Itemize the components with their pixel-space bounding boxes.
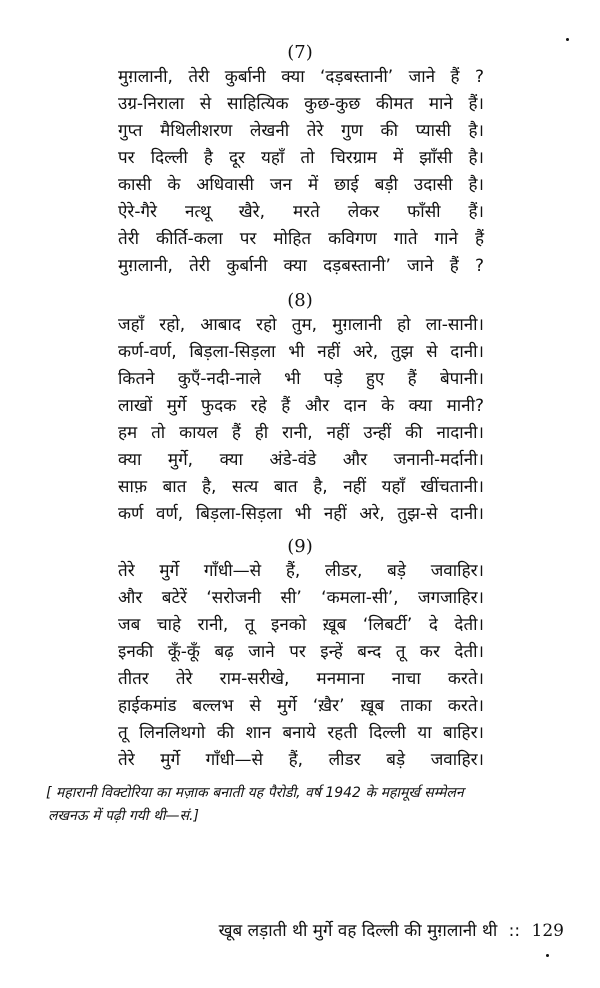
speck-mark — [566, 38, 569, 41]
stanza-number-7: (7) — [287, 42, 313, 63]
stanza-line: जब चाहे रानी, तू इनको ख़ूब ‘लिबर्टी’ दे देती। — [118, 615, 484, 635]
stanza-line: ऐरे-गैरे नत्थू खैरे, मरते लेकर फाँसी हैं। — [118, 202, 484, 222]
footer-separator: :: — [508, 921, 521, 941]
stanza-8 — [118, 312, 484, 528]
stanza-line: तू लिनलिथगो की शान बनाये रहती दिल्ली या बाहिर। — [118, 723, 484, 743]
stanza-line: तेरी कीर्ति-कला पर मोहित कविगण गाते गाने हैं — [118, 229, 484, 249]
running-title: खूब लड़ाती थी मुर्गे वह दिल्ली की मुग़लानी थी — [218, 921, 498, 941]
stanza-line: कर्ण वर्ण, बिड़ला-सिड़ला भी नहीं अरे, तुझ-से दानी। — [118, 504, 484, 524]
stanza-line: कर्ण-वर्ण, बिड़ला-सिड़ला भी नहीं अरे, तुझ से दानी। — [118, 342, 484, 362]
stanza-line: क्या मुर्गे, क्या अंडे-वंडे और जनानी-मर्दानी। — [118, 450, 484, 470]
stanza-line: साफ़ बात है, सत्य बात है, नहीं यहाँ खींचतानी। — [118, 477, 484, 497]
stanza-9 — [118, 558, 484, 774]
stanza-7 — [118, 64, 484, 280]
page-footer — [219, 918, 564, 941]
stanza-line: कासी के अधिवासी जन में छाई बड़ी उदासी है। — [118, 175, 484, 195]
stanza-line: हम तो कायल हैं ही रानी, नहीं उन्हीं की नादानी। — [118, 423, 484, 443]
editor-note-line: लखनऊ में पढ़ी गयी थी—सं.] — [48, 808, 199, 824]
stanza-line: हाईकमांड बल्लभ से मुर्गे ‘ख़ैर’ ख़ूब ताका करते। — [118, 696, 484, 716]
page-number: 129 — [531, 921, 564, 941]
speck-mark — [546, 954, 549, 957]
stanza-line: तेरे मुर्गे गाँधी—से हैं, लीडर, बड़े जवाहिर। — [118, 561, 484, 581]
stanza-line: गुप्त मैथिलीशरण लेखनी तेरे गुण की प्यासी है। — [118, 121, 484, 141]
stanza-line: तीतर तेरे राम-सरीखे, मनमाना नाचा करते। — [118, 669, 484, 689]
stanza-line: इनकी कूँ-कूँ बढ़ जाने पर इन्हें बन्द तू कर देती। — [118, 642, 484, 662]
stanza-line: उग्र-निराला से साहित्यिक कुछ-कुछ कीमत माने हैं। — [118, 94, 484, 114]
stanza-line: मुग़लानी, तेरी कुर्बानी क्या ‘दड़बस्तानी’ जाने हैं ? — [118, 67, 484, 87]
editor-note — [46, 782, 566, 828]
stanza-line: जहाँ रहो, आबाद रहो तुम, मुग़लानी हो ला-सानी। — [118, 315, 484, 335]
editor-note-line: [ महारानी विक्टोरिया का मज़ाक बनाती यह पैरोडी, वर्ष 1942 के महामूर्ख सम्मेलन — [46, 785, 464, 801]
stanza-line: पर दिल्ली है दूर यहाँ तो चिरग्राम में झाँसी है। — [118, 148, 484, 168]
stanza-line: तेरे मुर्गे गाँधी—से हैं, लीडर बड़े जवाहिर। — [118, 750, 484, 770]
stanza-line: कितने कुएँ-नदी-नाले भी पड़े हुए हैं बेपानी। — [118, 369, 484, 389]
stanza-number-9: (9) — [287, 536, 313, 557]
stanza-line: मुग़लानी, तेरी कुर्बानी क्या दड़बस्तानी’ जाने हैं ? — [118, 256, 484, 276]
stanza-number-8: (8) — [287, 290, 313, 311]
stanza-line: लाखों मुर्गे फुदक रहे हैं और दान के क्या मानी? — [118, 396, 484, 416]
stanza-line: और बटेरें ‘सरोजनी सी’ ‘कमला-सी’, जगजाहिर। — [118, 588, 484, 608]
